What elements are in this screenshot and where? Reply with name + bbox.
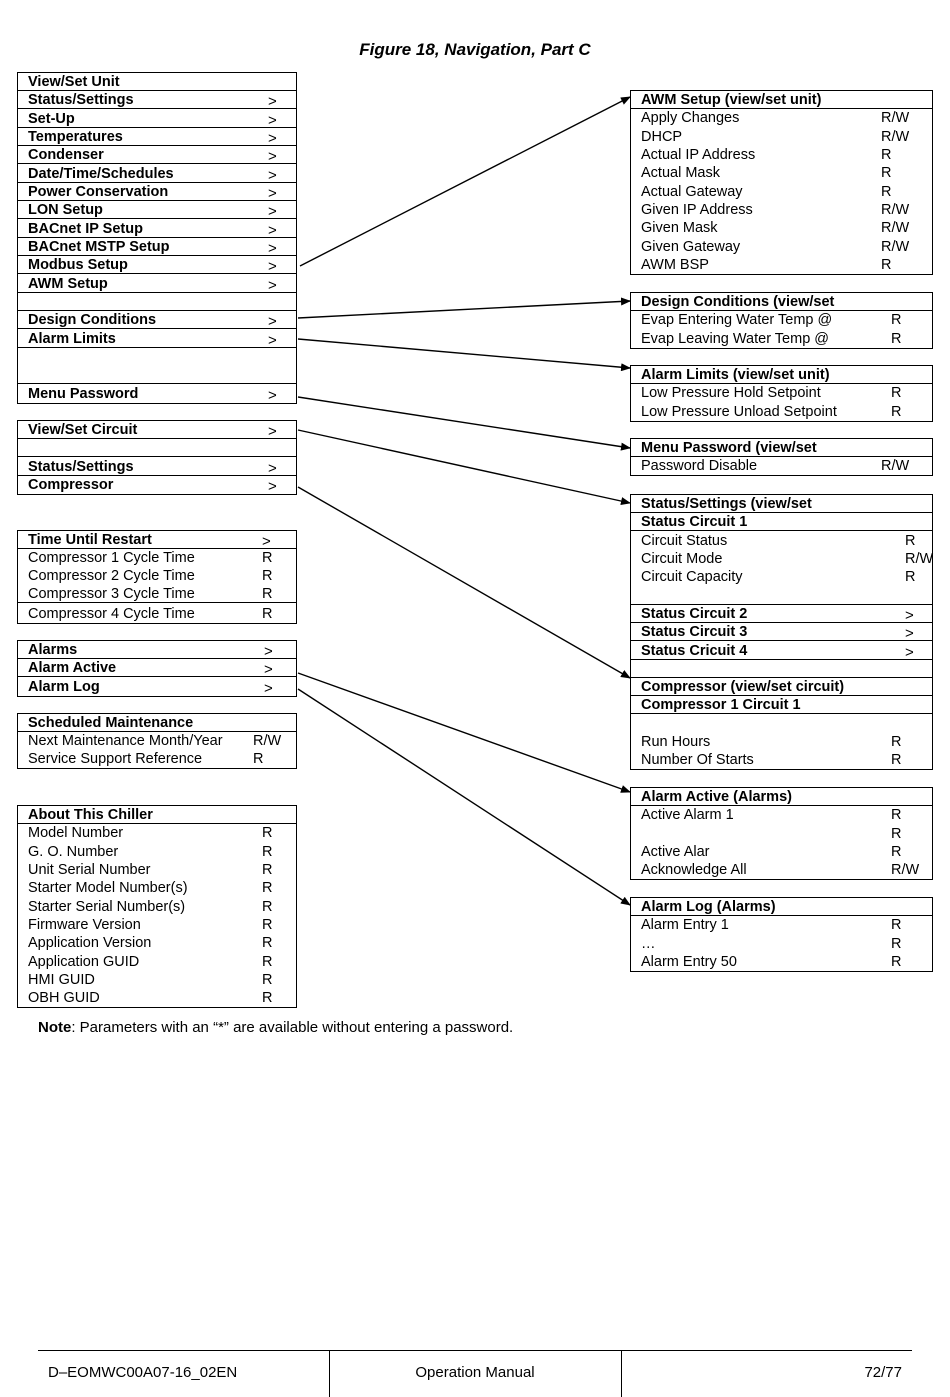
menu-row-label: Actual Gateway [641, 184, 743, 200]
submenu-indicator: > [905, 644, 914, 661]
menu-row-label: Firmware Version [28, 917, 141, 933]
menu-row-label: DHCP [641, 129, 683, 145]
access-level: R [891, 331, 902, 347]
access-level: R [262, 550, 273, 566]
access-level: R [881, 184, 892, 200]
menu-row-label: Set-Up [28, 111, 75, 127]
menu-row-label: Active Alarm 1 [641, 807, 734, 823]
menu-row-label: Next Maintenance Month/Year [28, 733, 223, 749]
menu-row-label: Model Number [28, 825, 124, 841]
menu-row-label: Circuit Status [641, 533, 728, 549]
menu-row-label: Date/Time/Schedules [28, 166, 174, 182]
access-level: R/W [881, 202, 910, 218]
menu-row-label: Low Pressure Unload Setpoint [641, 404, 837, 420]
menu-row-label: LON Setup [28, 202, 103, 218]
access-level: R [891, 917, 902, 933]
access-level: R/W [881, 220, 910, 236]
access-level: R [262, 990, 273, 1006]
arrow-alarm-log [298, 689, 630, 905]
access-level: R [891, 954, 902, 970]
submenu-indicator: > [262, 533, 271, 550]
submenu-indicator: > [268, 148, 277, 165]
menu-row-label: Design Conditions (view/set [641, 294, 835, 310]
access-level: R [262, 880, 273, 896]
menu-row-label: G. O. Number [28, 844, 119, 860]
menu-row-label: Given IP Address [641, 202, 753, 218]
menu-row-label: Number Of Starts [641, 752, 754, 768]
submenu-indicator: > [268, 332, 277, 349]
submenu-indicator: > [268, 203, 277, 220]
arrow-alarm-limits [298, 339, 630, 368]
access-level: R [881, 165, 892, 181]
menu-row-label: Status/Settings [28, 459, 134, 475]
menu-row-label: Circuit Mode [641, 551, 723, 567]
menu-row-label: Status Circuit 2 [641, 606, 748, 622]
footer-divider [621, 1351, 622, 1397]
access-level: R/W [881, 129, 910, 145]
menu-row-label: Actual Mask [641, 165, 720, 181]
menu-row-label: Temperatures [28, 129, 123, 145]
submenu-indicator: > [268, 313, 277, 330]
submenu-indicator: > [264, 661, 273, 678]
menu-row-label: Status/Settings [28, 92, 134, 108]
access-level: R [891, 826, 902, 842]
access-level: R [262, 606, 273, 622]
menu-row-label: Status Circuit 1 [641, 514, 748, 530]
access-level: R [891, 404, 902, 420]
access-level: R [905, 533, 916, 549]
access-level: R [891, 312, 902, 328]
menu-row-label: View/Set Circuit [28, 422, 138, 438]
menu-row-label: Alarms [28, 642, 78, 658]
access-level: R [262, 844, 273, 860]
access-level: R [262, 972, 273, 988]
menu-row-label: Given Mask [641, 220, 718, 236]
menu-row-label: Run Hours [641, 734, 711, 750]
menu-row-label: Status Cricuit 4 [641, 643, 748, 659]
submenu-indicator: > [268, 423, 277, 440]
menu-row-label: About This Chiller [28, 807, 153, 823]
menu-row-label: Modbus Setup [28, 257, 128, 273]
arrow-alarm-active [298, 673, 630, 792]
submenu-indicator: > [268, 112, 277, 129]
menu-row-label: Alarm Active [28, 660, 117, 676]
access-level: R/W [881, 458, 910, 474]
menu-row-label: Circuit Capacity [641, 569, 743, 585]
access-level: R/W [253, 733, 282, 749]
menu-row-label: Application Version [28, 935, 152, 951]
page-footer [38, 1350, 912, 1397]
note [38, 1019, 513, 1036]
access-level: R [891, 385, 902, 401]
menu-row-label: Scheduled Maintenance [28, 715, 194, 731]
access-level: R [891, 936, 902, 952]
note-text: : Parameters with an “*” are available without entering a password. [71, 1019, 514, 1036]
access-level: R/W [905, 551, 934, 567]
menu-row-label: Starter Model Number(s) [28, 880, 188, 896]
menu-row-label: Compressor [28, 477, 114, 493]
menu-row-label: Menu Password (view/set [641, 440, 817, 456]
access-level: R [262, 586, 273, 602]
menu-row-label: Acknowledge All [641, 862, 747, 878]
menu-row-label: AWM BSP [641, 257, 709, 273]
menu-row-label: Starter Serial Number(s) [28, 899, 186, 915]
menu-row-label: Status Circuit 3 [641, 624, 748, 640]
submenu-indicator: > [905, 625, 914, 642]
access-level: R/W [881, 239, 910, 255]
menu-row-label: Power Conservation [28, 184, 169, 200]
submenu-indicator: > [905, 607, 914, 624]
access-level: R [262, 825, 273, 841]
submenu-indicator: > [268, 185, 277, 202]
access-level: R [891, 807, 902, 823]
footer-doc-type: Operation Manual [415, 1364, 535, 1381]
menu-row-label: Alarm Entry 50 [641, 954, 737, 970]
access-level: R [881, 257, 892, 273]
figure-title: Figure 18, Navigation, Part C [359, 40, 591, 59]
menu-row-label: Password Disable [641, 458, 758, 474]
submenu-indicator: > [268, 240, 277, 257]
menu-row-label: AWM Setup [28, 276, 108, 292]
menu-row-label: Compressor (view/set circuit) [641, 679, 845, 695]
submenu-indicator: > [264, 643, 273, 660]
menu-row-label: Time Until Restart [28, 532, 152, 548]
menu-row-label: Actual IP Address [641, 147, 756, 163]
menu-row-label: Alarm Limits (view/set unit) [641, 367, 830, 383]
menu-row-label: Compressor 1 Cycle Time [28, 550, 195, 566]
submenu-indicator: > [268, 387, 277, 404]
menu-row-label: Menu Password [28, 386, 139, 402]
footer-doc-id: D–EOMWC00A07-16_02EN [48, 1364, 238, 1381]
menu-row-label: Alarm Log (Alarms) [641, 899, 776, 915]
submenu-indicator: > [268, 277, 277, 294]
access-level: R [881, 147, 892, 163]
access-level: R [262, 899, 273, 915]
submenu-indicator: > [268, 478, 277, 495]
arrow-awm-setup [300, 97, 630, 266]
menu-row-label: OBH GUID [28, 990, 100, 1006]
menu-row-label: Application GUID [28, 954, 140, 970]
access-level: R [262, 935, 273, 951]
access-level: R [262, 568, 273, 584]
menu-row-label: Alarm Log [28, 679, 100, 695]
submenu-indicator: > [268, 130, 277, 147]
submenu-indicator: > [264, 680, 273, 697]
menu-row-label: Condenser [28, 147, 104, 163]
submenu-indicator: > [268, 460, 277, 477]
menu-row-label: View/Set Unit [28, 74, 120, 90]
footer-page-number: 72/77 [864, 1364, 902, 1381]
menu-row-label: Evap Leaving Water Temp @ [641, 331, 830, 347]
access-level: R [905, 569, 916, 585]
arrow-design-conditions [298, 301, 630, 318]
menu-row-label: Unit Serial Number [28, 862, 151, 878]
submenu-indicator: > [268, 93, 277, 110]
menu-row-label: Design Conditions [28, 312, 157, 328]
access-level: R [262, 954, 273, 970]
menu-row-label: HMI GUID [28, 972, 95, 988]
submenu-indicator: > [268, 167, 277, 184]
menu-row-label: BACnet IP Setup [28, 221, 143, 237]
menu-row-label: Alarm Active (Alarms) [641, 789, 792, 805]
access-level: R/W [891, 862, 920, 878]
menu-row-label: Given Gateway [641, 239, 741, 255]
menu-row-label: Compressor 2 Cycle Time [28, 568, 195, 584]
note-label: Note [38, 1019, 72, 1036]
menu-row-label: … [641, 936, 656, 952]
menu-row-label: BACnet MSTP Setup [28, 239, 170, 255]
arrow-compressor [298, 487, 630, 678]
menu-row-label: AWM Setup (view/set unit) [641, 92, 822, 108]
access-level: R [891, 752, 902, 768]
menu-row-label: Active Alar [641, 844, 710, 860]
access-level: R [891, 734, 902, 750]
menu-row-label: Alarm Entry 1 [641, 917, 729, 933]
menu-row-label: Compressor 1 Circuit 1 [641, 697, 801, 713]
access-level: R [253, 751, 264, 767]
menu-row-label: Evap Entering Water Temp @ [641, 312, 833, 328]
menu-row-label: Status/Settings (view/set [641, 496, 812, 512]
menu-row-label: Compressor 4 Cycle Time [28, 606, 195, 622]
menu-row-label: Compressor 3 Cycle Time [28, 586, 195, 602]
access-level: R [891, 844, 902, 860]
submenu-indicator: > [268, 222, 277, 239]
menu-row-label: Service Support Reference [28, 751, 203, 767]
menu-row-label: Alarm Limits [28, 331, 116, 347]
access-level: R [262, 862, 273, 878]
menu-row-label: Low Pressure Hold Setpoint [641, 385, 821, 401]
submenu-indicator: > [268, 258, 277, 275]
menu-row-label: Apply Changes [641, 110, 740, 126]
access-level: R [262, 917, 273, 933]
access-level: R/W [881, 110, 910, 126]
